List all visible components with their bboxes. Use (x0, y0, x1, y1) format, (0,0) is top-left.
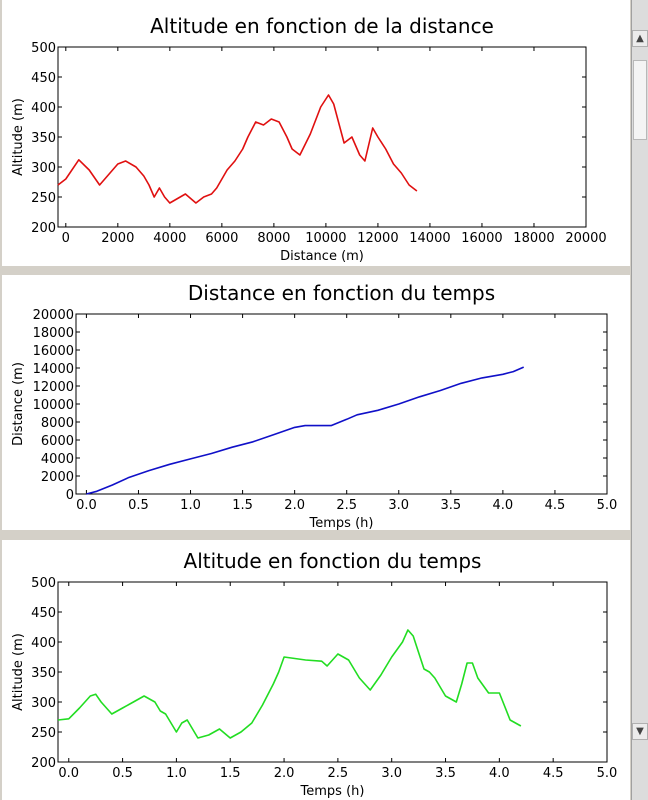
x-tick-label: 12000 (357, 231, 399, 246)
x-tick-label: 4.5 (542, 766, 564, 781)
x-tick-label: 1.5 (219, 766, 241, 781)
chart-title: Altitude en fonction du temps (183, 549, 482, 573)
y-tick-label: 250 (31, 191, 56, 206)
x-tick-label: 1.0 (166, 766, 187, 781)
y-tick-label: 6000 (40, 434, 74, 449)
x-tick-label: 2.5 (327, 766, 349, 781)
x-tick-label: 5.0 (596, 498, 618, 513)
chart-altitude-distance (2, 0, 630, 266)
y-axis-label: Altitude (m) (11, 98, 26, 176)
x-tick-label: 18000 (513, 231, 555, 246)
x-tick-label: 16000 (461, 231, 503, 246)
x-tick-label: 10000 (305, 231, 347, 246)
x-tick-label: 4.0 (492, 498, 514, 513)
y-tick-label: 10000 (32, 398, 74, 413)
y-axis-label: Distance (m) (11, 362, 26, 446)
y-tick-label: 450 (31, 606, 56, 621)
x-axis-label: Temps (h) (300, 784, 365, 799)
x-axis-label: Distance (m) (280, 249, 364, 264)
series-line-distance (86, 367, 523, 494)
x-tick-label: 5.0 (596, 766, 618, 781)
x-tick-label: 2.5 (336, 498, 358, 513)
y-tick-label: 400 (31, 636, 56, 651)
x-tick-label: 4.5 (544, 498, 566, 513)
y-tick-label: 20000 (32, 308, 74, 323)
x-tick-label: 1.5 (232, 498, 253, 513)
x-tick-label: 0.0 (58, 766, 80, 781)
y-tick-label: 12000 (32, 380, 74, 395)
series-line-altitude (58, 95, 417, 203)
y-tick-label: 350 (31, 131, 56, 146)
y-tick-label: 16000 (32, 344, 74, 359)
x-tick-label: 3.5 (440, 498, 462, 513)
y-tick-label: 4000 (40, 452, 74, 467)
x-tick-label: 3.0 (381, 766, 403, 781)
y-tick-label: 0 (65, 488, 74, 503)
y-tick-label: 300 (31, 696, 56, 711)
chart-distance-temps (2, 275, 630, 530)
x-tick-label: 2.0 (284, 498, 305, 513)
y-tick-label: 500 (31, 576, 56, 591)
chart-panel-altitude-temps (2, 540, 630, 800)
y-tick-label: 2000 (40, 470, 74, 485)
x-tick-label: 6000 (205, 231, 239, 246)
x-tick-label: 0.5 (128, 498, 149, 513)
x-tick-label: 8000 (257, 231, 291, 246)
scroll-up-button[interactable]: ▲ (632, 30, 648, 47)
y-tick-label: 14000 (32, 362, 74, 377)
y-tick-label: 18000 (32, 326, 74, 341)
chart-altitude-temps (2, 540, 630, 800)
y-tick-label: 200 (31, 221, 56, 236)
x-tick-label: 20000 (565, 231, 607, 246)
scroll-down-button[interactable]: ▼ (632, 723, 648, 740)
x-tick-label: 0.0 (76, 498, 97, 513)
x-tick-label: 0.5 (112, 766, 133, 781)
y-axis-label: Altitude (m) (11, 633, 26, 711)
y-tick-label: 450 (31, 71, 56, 86)
x-tick-label: 4000 (153, 231, 187, 246)
x-tick-label: 14000 (409, 231, 451, 246)
series-line-altitude (58, 630, 521, 738)
chart-title: Altitude en fonction de la distance (150, 14, 494, 38)
x-tick-label: 2.0 (273, 766, 295, 781)
chart-title: Distance en fonction du temps (187, 281, 496, 305)
y-tick-label: 350 (31, 666, 56, 681)
x-axis-label: Temps (h) (309, 516, 374, 530)
x-tick-label: 1.0 (180, 498, 201, 513)
x-tick-label: 3.5 (435, 766, 456, 781)
x-tick-label: 3.0 (388, 498, 410, 513)
x-tick-label: 0 (61, 231, 70, 246)
plot-frame (58, 47, 586, 227)
plot-frame (58, 582, 607, 762)
x-tick-label: 4.0 (489, 766, 510, 781)
scrollbar-thumb[interactable] (633, 60, 647, 140)
vertical-scrollbar[interactable] (631, 0, 648, 800)
chart-panel-distance-temps (2, 275, 630, 530)
y-tick-label: 8000 (40, 416, 74, 431)
y-tick-label: 250 (31, 726, 56, 741)
y-tick-label: 500 (31, 41, 56, 56)
y-tick-label: 400 (31, 101, 56, 116)
x-tick-label: 2000 (101, 231, 135, 246)
y-tick-label: 300 (31, 161, 56, 176)
y-tick-label: 200 (31, 756, 56, 771)
chart-panel-altitude-distance (2, 0, 630, 266)
plot-frame (76, 314, 607, 494)
